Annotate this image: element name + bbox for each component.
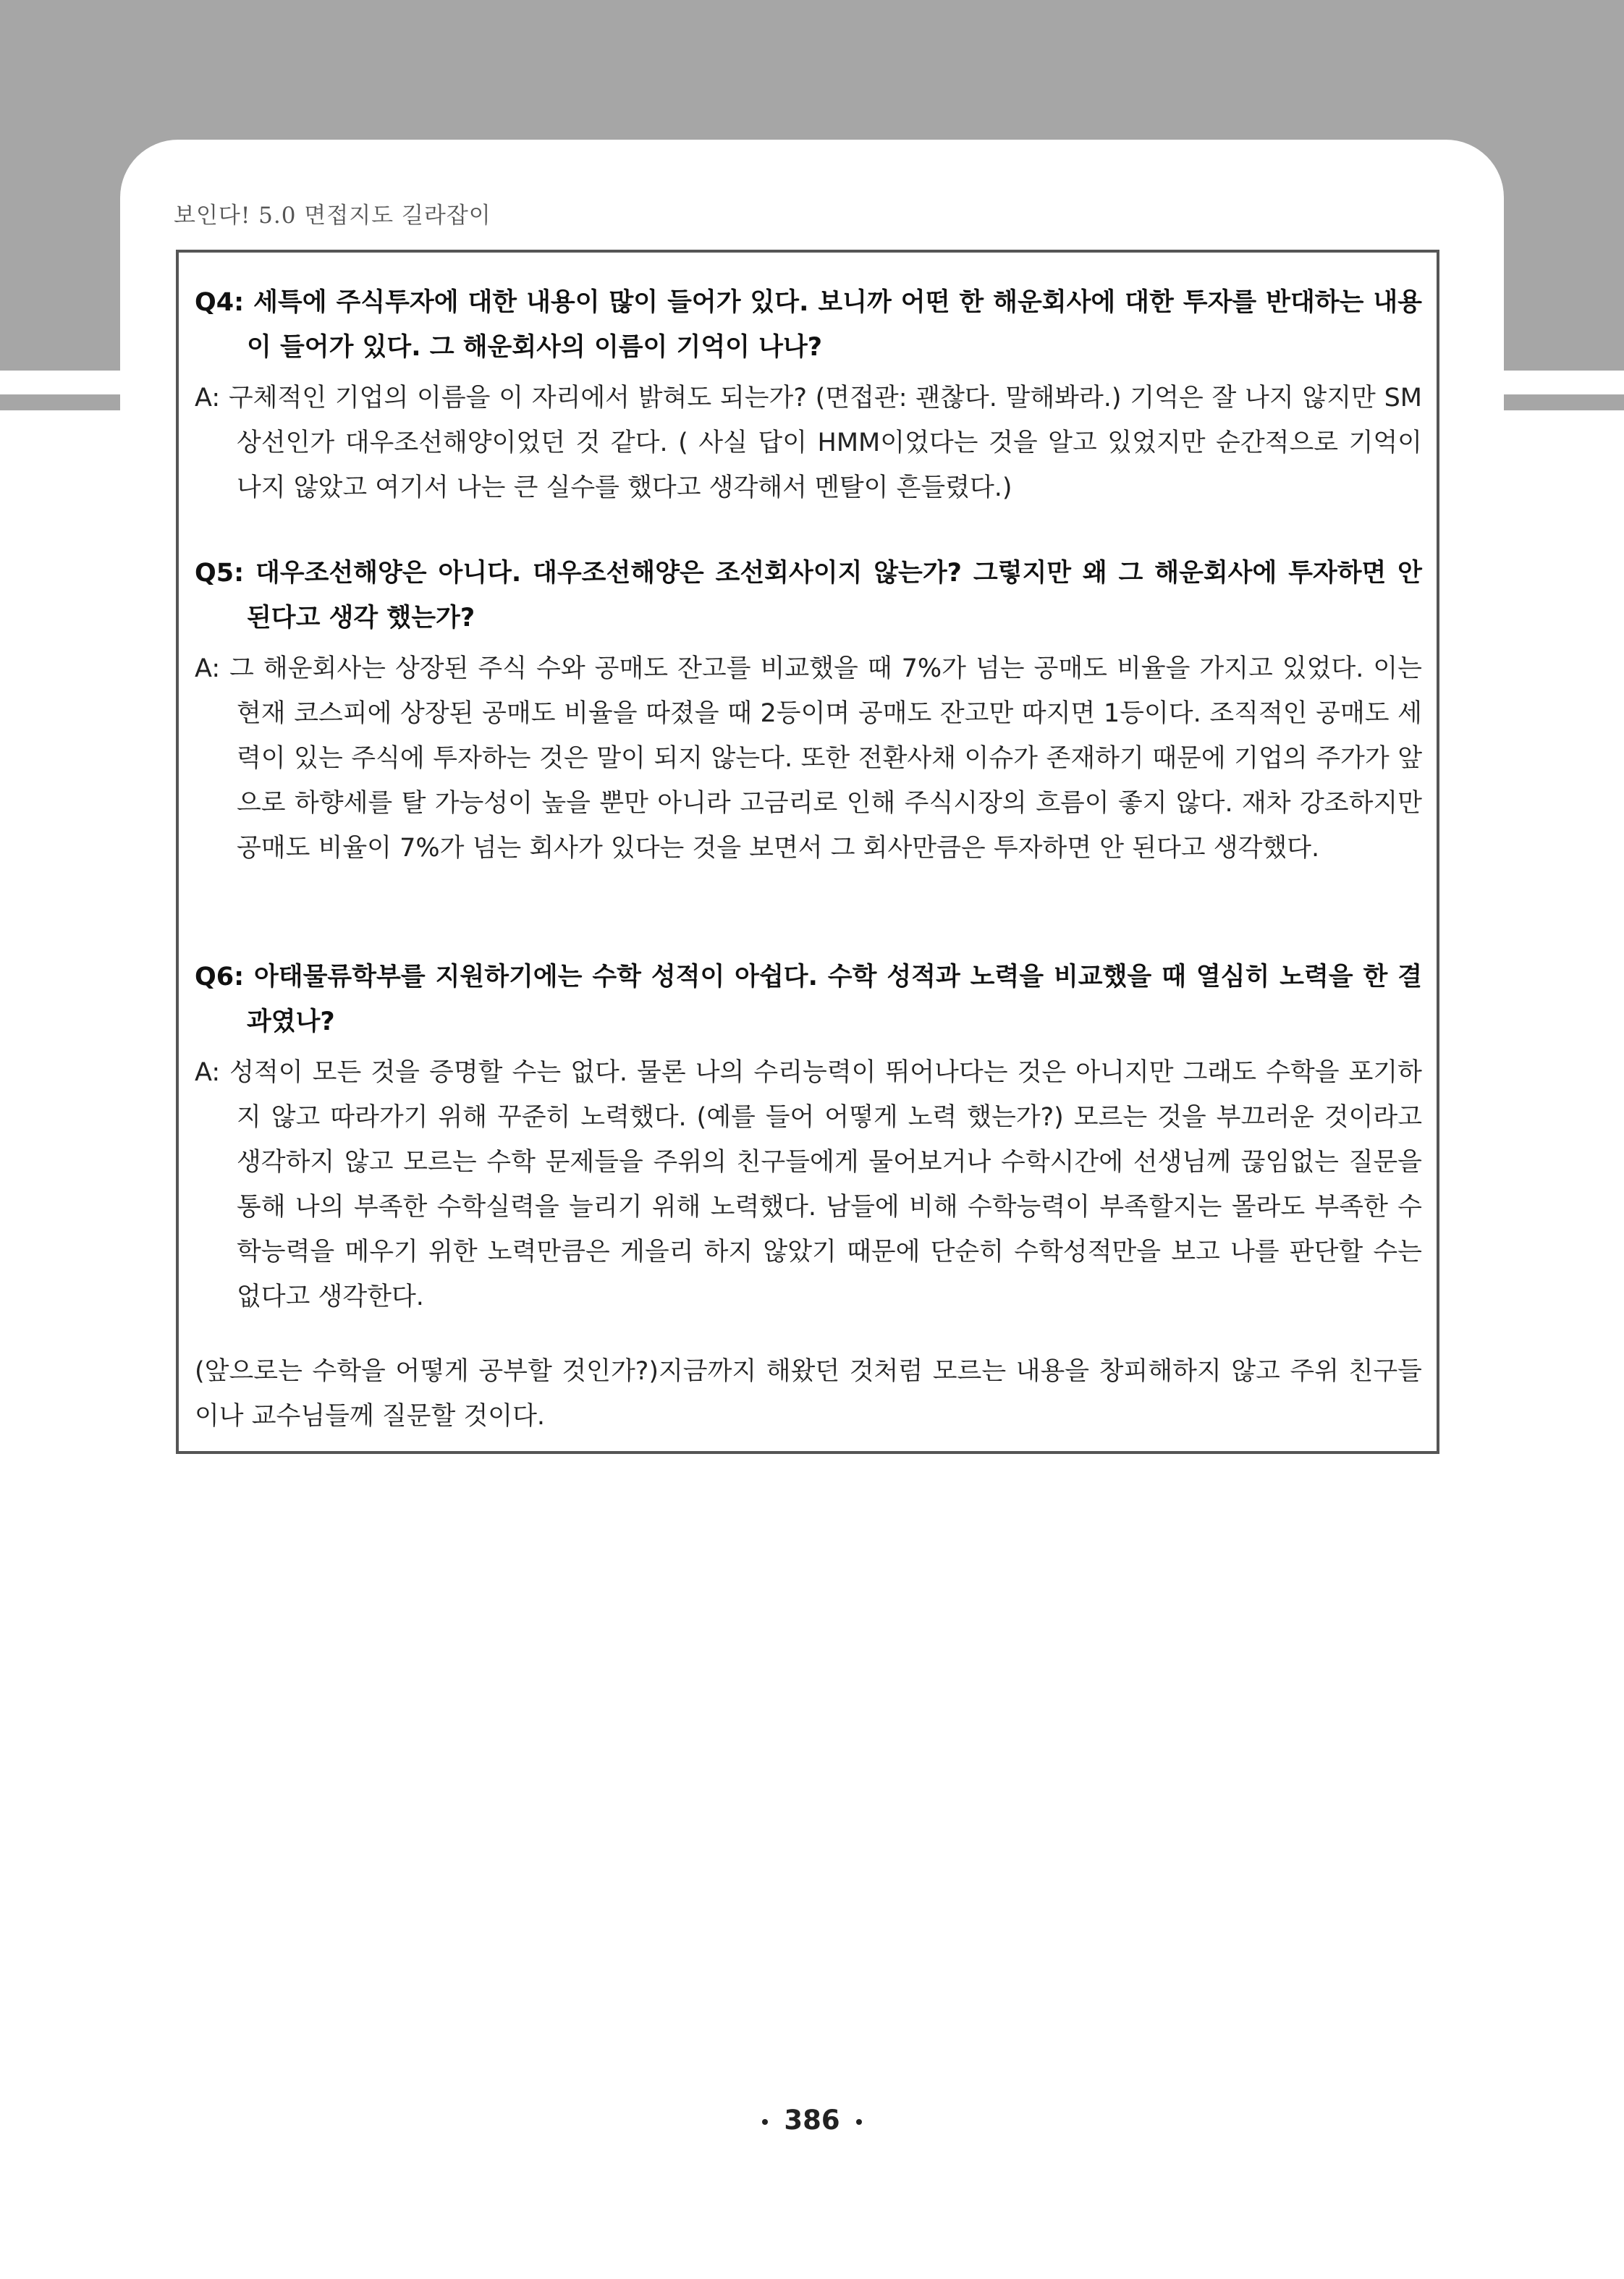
question-q6: Q6: 아태물류학부를 지원하기에는 수학 성적이 아쉽다. 수학 성적과 노력을 비교했을 때 열심히 노력을 한 결과였나? (195, 963, 1422, 1036)
answer-q5: A: 그 해운회사는 상장된 주식 수와 공매도 잔고를 비교했을 때 7%가 넘는 공매도 비율을 가지고 있었다. 이는 현재 코스피에 상장된 공매도 비율을 따졌을 때 2등이며 공매도 잔고만 따지면 1등이다. 조직적인 공매도 세력이 있는 주식에 투자하는 것은 말이 되지 않는다. 또한 전환사채 이슈가 존재하기 때문에 기업의 주가가 앞으로 하향세를 탈 가능성이 높을 뿐만 아니라 고금리로 인해 주식시장의 흐름이 좋지 않다. 재차 강조하지만 공매도 비율이 7%가 넘는 회사가 있다는 것을 보면서 그 회사만큼은 투자하면 안 된다고 생각했다. (195, 654, 1422, 863)
bullet-dot-icon (856, 2119, 862, 2125)
running-title: 보인다! 5.0 면접지도 길라잡이 (174, 203, 491, 229)
answer-q6: A: 성적이 모든 것을 증명할 수는 없다. 물론 나의 수리능력이 뛰어나다는 것은 아니지만 그래도 수학을 포기하지 않고 따라가기 위해 꾸준히 노력했다. (예를 들어 어떻게 노력 했는가?) 모르는 것을 부끄러운 것이라고 생각하지 않고 모르는 수학 문제들을 주위의 친구들에게 물어보거나 수학시간에 선생님께 끊임없는 질문을 통해 나의 부족한 수학실력을 늘리기 위해 노력했다. 남들에 비해 수학능력이 부족할지는 몰라도 부족한 수학능력을 메우기 위한 노력만큼은 게을리 하지 않았기 때문에 단순히 수학성적만을 보고 나를 판단할 수는 없다고 생각한다. (195, 1058, 1422, 1311)
page-number-text: 386 (784, 2105, 840, 2136)
question-q4: Q4: 세특에 주식투자에 대한 내용이 많이 들어가 있다. 보니까 어떤 한 해운회사에 대한 투자를 반대하는 내용이 들어가 있다. 그 해운회사의 이름이 기억이 나나? (195, 288, 1422, 362)
right-stripe (1504, 394, 1624, 410)
left-stripe (0, 394, 120, 410)
qa-box (176, 250, 1439, 1454)
qa-item-q6 (195, 955, 1422, 1319)
follow-up-answer: (앞으로는 수학을 어떻게 공부할 것인가?)지금까지 해왔던 것처럼 모르는 내용을 창피해하지 않고 주위 친구들이나 교수님들께 질문할 것이다. (195, 1357, 1422, 1431)
question-q5: Q5: 대우조선해양은 아니다. 대우조선해양은 조선회사이지 않는가? 그렇지만 왜 그 해운회사에 투자하면 안 된다고 생각 했는가? (195, 559, 1422, 633)
qa-item-q5 (195, 551, 1422, 871)
qa-item-q4 (195, 280, 1422, 510)
bullet-dot-icon (762, 2119, 768, 2125)
page-number (0, 2105, 1624, 2136)
answer-q4: A: 구체적인 기업의 이름을 이 자리에서 밝혀도 되는가? (면접관: 괜찮다. 말해봐라.) 기억은 잘 나지 않지만 SM상선인가 대우조선해양이었던 것 같다. ( 사실 답이 HMM이었다는 것을 알고 있었지만 순간적으로 기억이 나지 않았고 여기서 나는 큰 실수를 했다고 생각해서 멘탈이 흔들렸다.) (195, 384, 1422, 502)
